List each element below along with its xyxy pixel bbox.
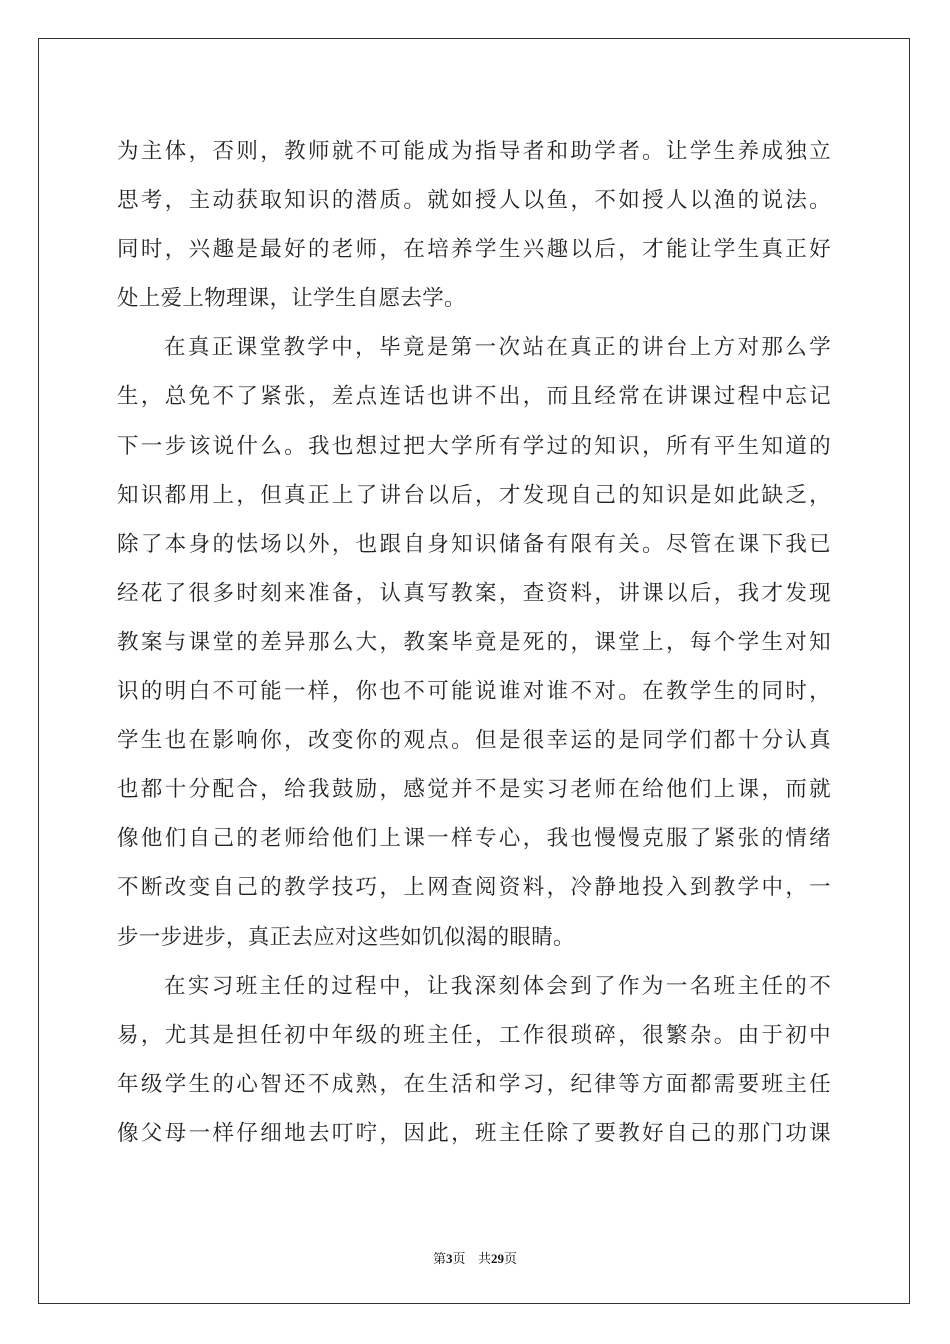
footer-prefix: 第 [433,1252,447,1267]
text-line: 年级学生的心智还不成熟，在生活和学习，纪律等方面都需要班主任 [117,1071,831,1097]
current-page-number: 3 [446,1251,453,1266]
page-footer [0,1248,950,1267]
text-line: 也都十分配合，给我鼓励，感觉并不是实习老师在给他们上课，而就 [117,777,831,803]
text-line: 思考，主动获取知识的潜质。就如授人以鱼，不如授人以渔的说法。 [117,188,831,214]
text-line: 像他们自己的老师给他们上课一样专心，我也慢慢克服了紧张的情绪 [117,826,831,852]
footer-total-prefix: 共 [477,1252,491,1267]
text-line: 像父母一样仔细地去叮咛，因此，班主任除了要教好自己的那门功课 [117,1120,831,1146]
text-line: 下一步该说什么。我也想过把大学所有学过的知识，所有平生知道的 [117,433,831,459]
text-line: 为主体，否则，教师就不可能成为指导者和助学者。让学生养成独立 [117,139,831,164]
text-line: 不断改变自己的教学技巧，上网查阅资料，冷静地投入到教学中，一 [117,875,831,901]
footer-page-suffix: 页 [452,1252,466,1267]
text-line: 在真正课堂教学中，毕竟是第一次站在真正的讲台上方对那么学 [164,335,831,361]
total-page-count: 29 [490,1251,504,1266]
text-line: 步一步进步，真正去应对这些如饥似渴的眼睛。 [117,924,575,950]
text-line: 除了本身的怯场以外，也跟自身知识储备有限有关。尽管在课下我已 [117,531,831,557]
text-line: 学生也在影响你，改变你的观点。但是很幸运的是同学们都十分认真 [117,728,831,754]
text-line: 同时，兴趣是最好的老师，在培养学生兴趣以后，才能让学生真正好 [117,237,831,263]
text-line: 易，尤其是担任初中年级的班主任，工作很琐碎，很繁杂。由于初中 [117,1022,831,1048]
text-line: 教案与课堂的差异那么大，教案毕竟是死的，课堂上，每个学生对知 [117,629,831,655]
text-line: 经花了很多时刻来准备，认真写教案，查资料，讲课以后，我才发现 [117,580,831,606]
footer-total-suffix: 页 [503,1252,517,1267]
text-line: 在实习班主任的过程中，让我深刻体会到了作为一名班主任的不 [164,973,831,999]
text-line: 处上爱上物理课，让学生自愿去学。 [117,286,466,312]
document-body [117,127,831,1158]
text-line: 知识都用上，但真正上了讲台以后，才发现自己的知识是如此缺乏， [117,482,831,508]
text-line: 生，总免不了紧张，差点连话也讲不出，而且经常在讲课过程中忘记 [117,384,831,410]
text-line: 识的明白不可能一样，你也不可能说谁对谁不对。在教学生的同时， [117,679,831,705]
